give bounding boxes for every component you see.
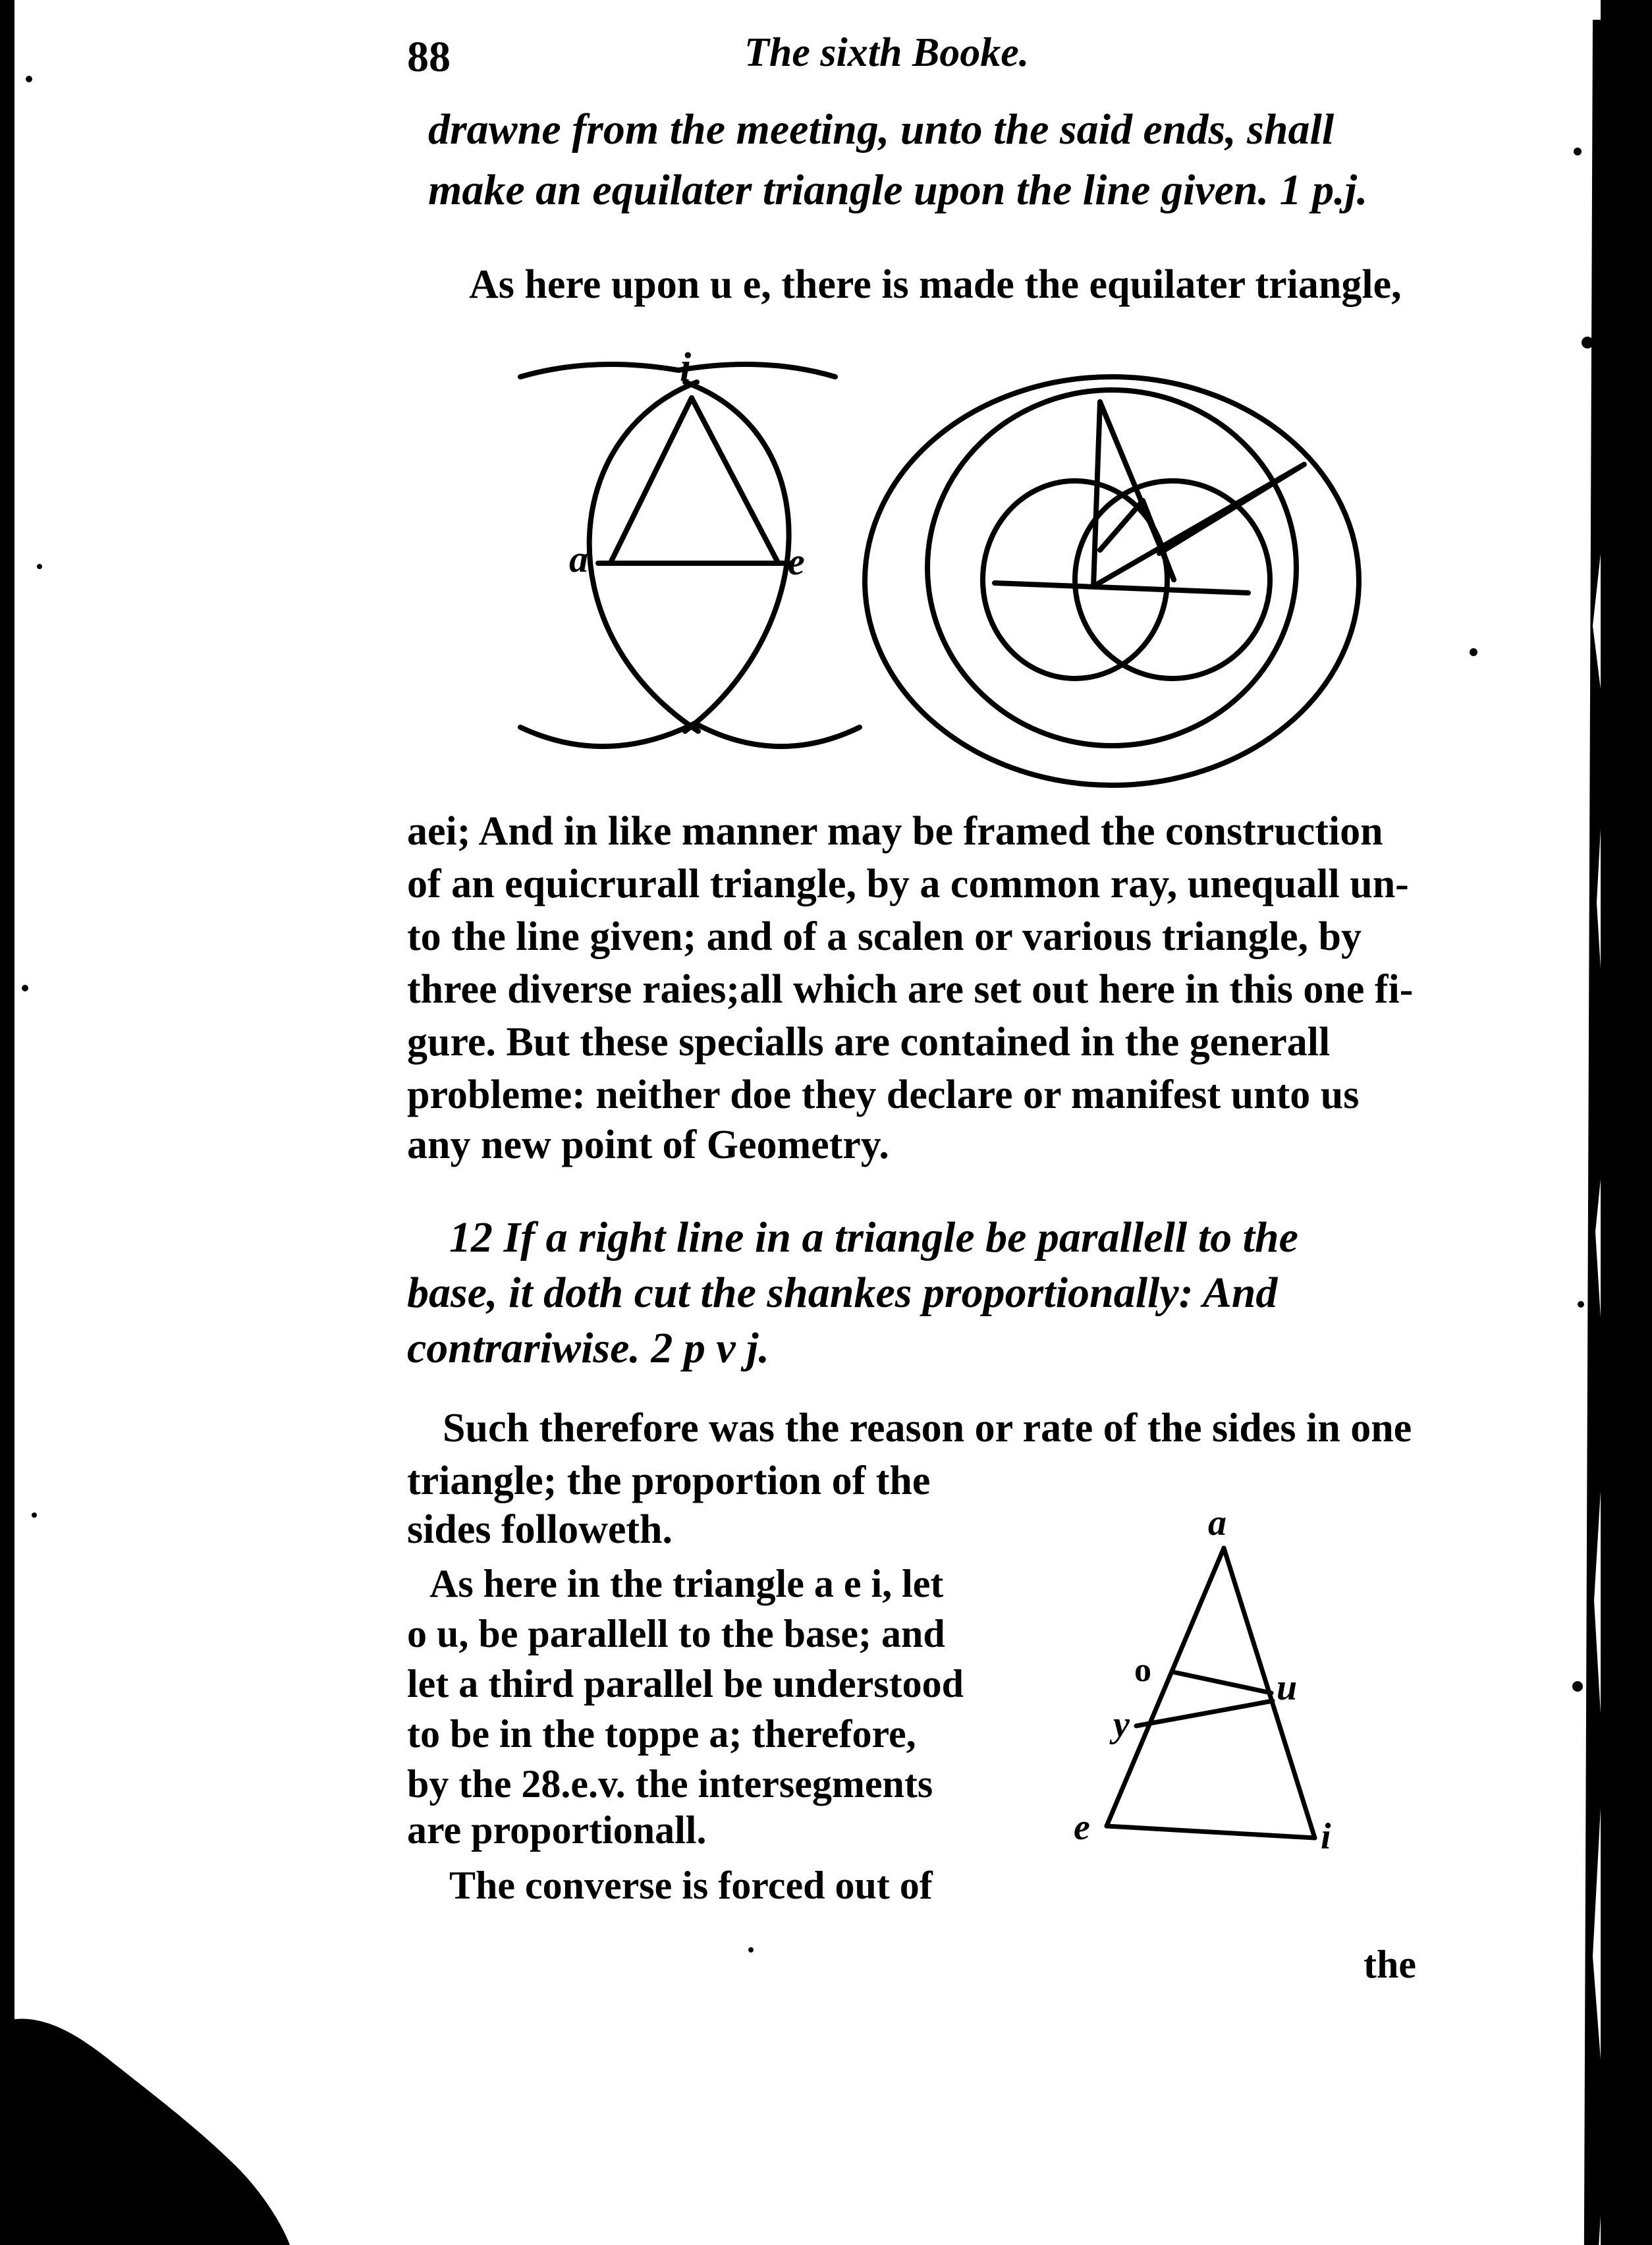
text-line: to be in the toppe a; therefore,	[407, 1712, 916, 1756]
bottom-left-shadow	[0, 2019, 290, 2245]
arc-left	[590, 382, 698, 731]
text-line: are proportionall.	[407, 1808, 707, 1852]
text-line: sides followeth.	[407, 1507, 673, 1552]
arc-top	[520, 364, 835, 377]
figure1-label-right: e	[788, 540, 805, 583]
triangle-side-left	[611, 398, 692, 561]
triangle-base	[1107, 1826, 1315, 1838]
text-line: let a third parallel be understood	[407, 1662, 964, 1705]
text-line: base, it doth cut the shankes proportionally: And	[407, 1269, 1278, 1317]
text-line: triangle; the proportion of the	[407, 1458, 931, 1503]
text-line: probleme: neither doe they declare or manifest unto us	[407, 1072, 1360, 1117]
text-line: by the 28.e.v. the intersegments	[407, 1762, 933, 1806]
text-line: any new point of Geometry.	[407, 1122, 889, 1167]
figure3-label-apex: a	[1208, 1503, 1226, 1543]
text-line: drawne from the meeting, unto the said ends, shall	[428, 105, 1335, 153]
text-line: Such therefore was the reason or rate of the sides in one	[443, 1406, 1412, 1451]
outer-circle	[865, 377, 1359, 785]
figure1-label-top: i	[680, 345, 692, 390]
parallel-line-ou	[1172, 1672, 1271, 1693]
figure3-label-o: o	[1134, 1651, 1151, 1689]
diameter-line	[995, 583, 1248, 593]
text-line: contrariwise. 2 p v j.	[407, 1324, 770, 1372]
ray-line	[1093, 402, 1100, 586]
figure3-label-u: u	[1277, 1667, 1298, 1708]
text-line: As here in the triangle a e i, let	[429, 1562, 944, 1605]
text-line: aei; And in like manner may be framed the construction	[407, 809, 1383, 854]
catchword: the	[1363, 1943, 1416, 1986]
text-line: three diverse raies;all which are set out here in this one fi-	[407, 967, 1414, 1012]
text-line: gure. But these specialls are contained in the generall	[407, 1020, 1331, 1065]
text-line: The converse is forced out of	[449, 1864, 933, 1907]
figure-circles-construction	[865, 377, 1359, 785]
triangle-side-right	[692, 398, 777, 561]
figure1-label-left: a	[569, 538, 588, 580]
running-head: The sixth Booke.	[744, 30, 1030, 75]
triangle-side-left	[1107, 1548, 1224, 1826]
text-line: of an equicrurall triangle, by a common ray, unequall un-	[407, 862, 1409, 906]
text-line: As here upon u e, there is made the equilater triangle,	[469, 262, 1402, 307]
right-edge-shadow	[1601, 0, 1652, 2245]
figure3-label-i: i	[1321, 1816, 1331, 1857]
text-line: make an equilater triangle upon the line given. 1 p.j.	[428, 166, 1368, 214]
text-line: to the line given; and of a scalen or various triangle, by	[407, 914, 1362, 959]
page-number: 88	[407, 33, 451, 81]
text-line: 12 If a right line in a triangle be parallell to the	[449, 1213, 1298, 1261]
left-edge-shadow	[0, 0, 14, 2245]
text-line: o u, be parallell to the base; and	[407, 1612, 945, 1655]
figure3-label-y: y	[1113, 1704, 1130, 1745]
figure3-label-e: e	[1074, 1807, 1090, 1848]
